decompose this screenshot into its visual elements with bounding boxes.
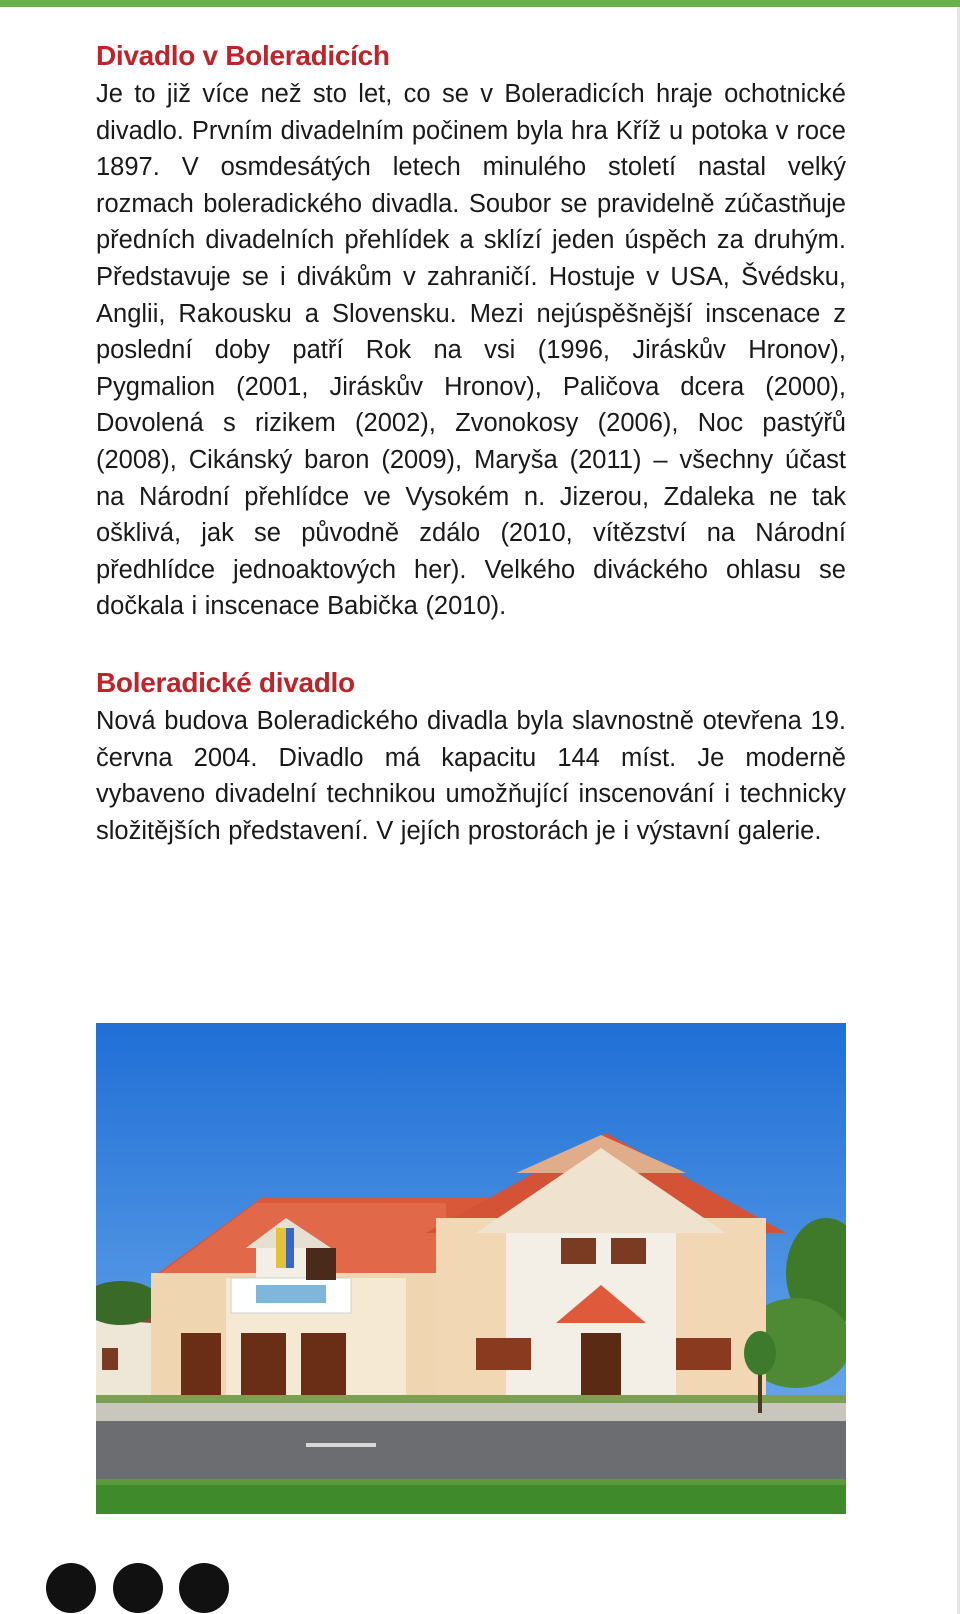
page-content <box>96 36 846 849</box>
page-dot <box>113 1563 163 1613</box>
top-accent-bar <box>0 0 960 7</box>
section-body-theatre-building: Nová budova Boleradického divadla byla slavnostně otevřena 19. června 2004. Divadlo má kapacitu 144 míst. Je moderně vybaveno divadelní technikou umožňující inscenování i technicky složitějších představení. V jejích prostorách je i výstavní galerie. <box>96 706 846 845</box>
section-body-theatre-history: Je to již více než sto let, co se v Boleradicích hraje ochotnické divadlo. Prvním divadelním počinem byla hra Kříž u potoka v roce 1897. V osmdesátých letech minulého století nastal velký rozmach boleradického divadla. Soubor se pravidelně zúčastňuje předních divadelních přehlídek a sklízí jeden úspěch za druhým. Představuje se i divákům v zahraničí. Hostuje v USA, Švédsku, Anglii, Rakousku a Slovensku. Mezi nejúspěšnější inscenace z poslední doby patří Rok na vsi (1996, Jiráskův Hronov), Pygmalion (2001, Jiráskův Hronov), Paličova dcera (2000), Dovolená s rizikem (2002), Zvonokosy (2006), Noc pastýřů (2008), Cikánský baron (2009), Maryša (2011) – všechny účast na Národní přehlídce ve Vysokém n. Jizerou, Zdaleka ne tak ošklivá, jak se původně zdálo (2010, vítězství na Národní předhlídce jednoaktových her). Velkého diváckého ohlasu se dočkala i inscenace Babička (2010). <box>96 80 846 621</box>
section-title-theatre-building: Boleradické divadlo <box>96 666 355 698</box>
page-dot <box>179 1563 229 1613</box>
section-title-theatre-history: Divadlo v Boleradicích <box>96 40 390 71</box>
page-dot <box>46 1563 96 1613</box>
theatre-building-photo <box>96 1023 846 1514</box>
